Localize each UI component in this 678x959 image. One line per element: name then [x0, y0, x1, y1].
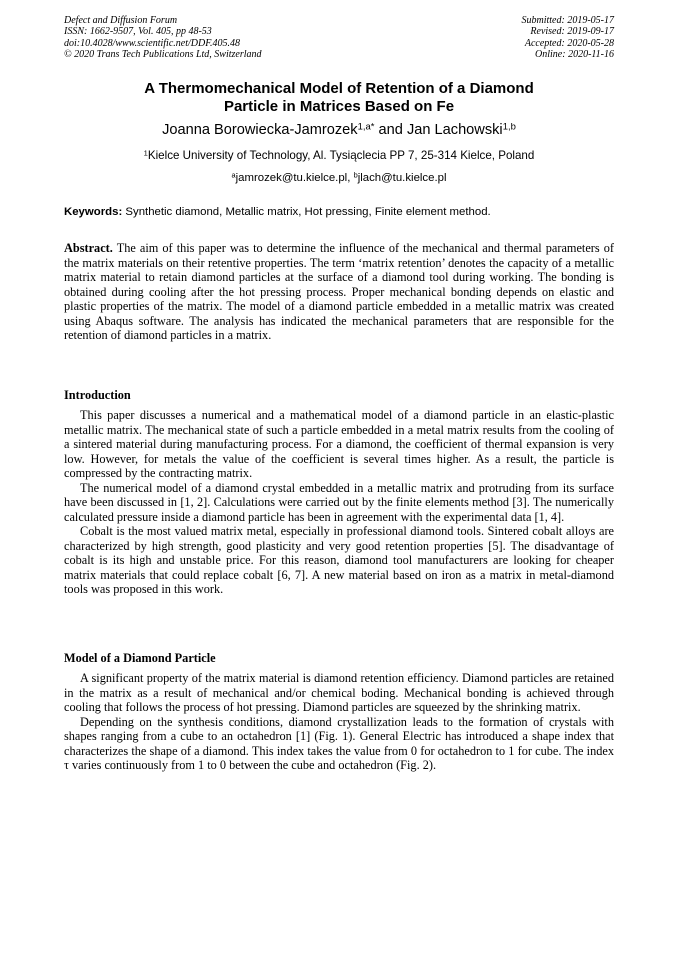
revised-date: Revised: 2019-09-17 — [530, 26, 614, 38]
keywords-text: Synthetic diamond, Metallic matrix, Hot pressing, Finite element method. — [122, 206, 491, 218]
paragraph: Depending on the synthesis conditions, diamond crystallization leads to the formation of crystals with shapes ranging from a cube to an octahedron [1] (Fig. 1). General Electric has introduced a shape index that characterizes the shape of a diamond. This index takes the value from 0 for octahedron to 1 for cube. The index τ varies continuously from 1 to 0 between the cube and octahedron (Fig. 2). — [64, 714, 614, 772]
introduction-section — [64, 408, 614, 597]
keywords-label: Keywords: — [64, 206, 123, 218]
paragraph: The numerical model of a diamond crystal embedded in a metallic matrix and protruding from its surface have been discussed in [1, 2]. Calculations were carried out by the finite elements method [3]. The numerically calculated pressure inside a diamond particle has been in agreement with the experimental data [1, 4]. — [64, 480, 614, 524]
introduction-heading: Introduction — [64, 388, 131, 402]
author-2-affiliation-mark: 1,b — [502, 121, 516, 133]
model-section — [64, 671, 614, 773]
submission-dates — [522, 15, 615, 61]
author-1-affiliation-mark: 1,a* — [357, 121, 375, 133]
affiliation-text: Kielce University of Technology, Al. Tysiąclecia PP 7, 25-314 Kielce, Poland — [147, 149, 535, 162]
keywords — [64, 205, 614, 219]
online-date: Online: 2020-11-16 — [535, 49, 614, 61]
abstract-label: Abstract. — [64, 241, 113, 255]
affiliation — [64, 149, 614, 163]
submitted-date: Submitted: 2019-05-17 — [521, 15, 614, 26]
journal-name: Defect and Diffusion Forum — [64, 15, 178, 26]
author-list — [64, 121, 614, 139]
paragraph: A significant property of the matrix material is diamond retention efficiency. Diamond particles are retained in the matrix as a result of mechanical and/or chemical boding. Mechanical bonding is achieved through cooling that follows the process of hot pressing. Diamond particles are squeezed by the shrinking matrix. — [64, 671, 614, 714]
email-separator: , — [347, 172, 354, 184]
abstract-text: The aim of this paper was to determine the influence of the mechanical and thermal parameters of the matrix materials on their retentive properties. The term ‘matrix retention’ denotes the capacity of a metallic matrix material to retain diamond particles at the surface of a diamond tool during working. The bonding is obtained during cooling after the hot pressing process. Proper mechanical bonding depends on elastic and plastic properties of the matrix. The model of a diamond particle embedded in a metallic matrix was created using Abaqus software. The analysis has indicated the mechanical parameters that are responsible for the retention of diamond particles in a matrix. — [64, 241, 614, 342]
email-b-mark: b — [353, 170, 358, 180]
author-connector: and — [374, 122, 407, 138]
affiliation-mark: 1 — [143, 148, 148, 158]
journal-info — [64, 15, 262, 61]
title-line-1: A Thermomechanical Model of Retention of a Diamond — [144, 80, 534, 97]
author-2-name: Jan Lachowski — [406, 122, 503, 138]
author-emails — [64, 171, 614, 185]
paragraph: This paper discusses a numerical and a mathematical model of a diamond particle in an elastic-plastic metallic matrix. The mechanical state of such a particle embedded in a metal matrix results from the cooling of a sintered material during manufacturing process. For a diamond, the coefficient of thermal expansion is very low. However, for metals the value of the coefficient is several times higher. As a result, the particle is compressed by the contracting matrix. — [64, 408, 614, 480]
issn-line: ISSN: 1662-9507, Vol. 405, pp 48-53 — [64, 26, 212, 38]
email-a-mark: a — [231, 170, 236, 180]
email-b: jlach@tu.kielce.pl — [357, 172, 447, 184]
title-line-2: Particle in Matrices Based on Fe — [223, 97, 455, 115]
abstract — [64, 241, 614, 343]
paper-title — [64, 80, 614, 115]
paragraph: Cobalt is the most valued matrix metal, especially in professional diamond tools. Sintered cobalt alloys are characterized by high strength, good plasticity and very good retention properties [5]. The disadvantage of cobalt is its high and unstable price. For this reason, diamond tool manufacturers are looking for cheaper matrix materials that could replace cobalt [6, 7]. A new material based on iron as a matrix in metal-diamond tools was proposed in this work. — [64, 524, 614, 596]
doi-line: doi:10.4028/www.scientific.net/DDF.405.48 — [64, 37, 241, 49]
accepted-date: Accepted: 2020-05-28 — [524, 37, 614, 49]
author-1-name: Joanna Borowiecka-Jamrozek — [162, 122, 358, 138]
copyright-line: © 2020 Trans Tech Publications Ltd, Switzerland — [64, 49, 262, 61]
email-a: jamrozek@tu.kielce.pl — [235, 172, 348, 184]
model-section-heading: Model of a Diamond Particle — [64, 651, 216, 665]
